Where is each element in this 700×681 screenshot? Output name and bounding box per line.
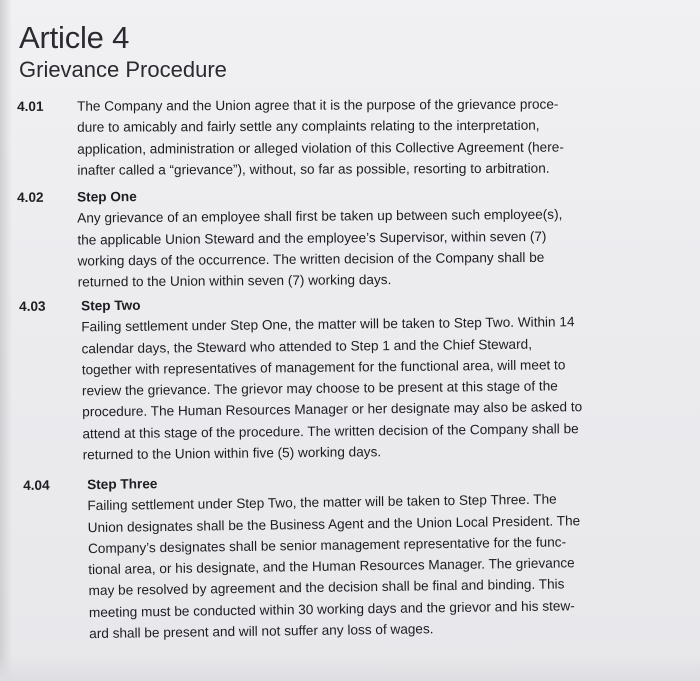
section-line: Failing settlement under Step Two, the matter will be taken to Step Three. The xyxy=(87,491,557,514)
section-line: ard shall be present and will not suffer any loss of wages. xyxy=(89,621,434,642)
section-line: Failing settlement under Step One, the matter will be taken to Step Two. Within 14 xyxy=(81,314,575,335)
section-line: Union designates shall be the Business Agent and the Union Local President. The xyxy=(87,512,581,535)
section-line: attend at this stage of the procedure. The written decision of the Company shall be xyxy=(82,420,579,442)
section-line: returned to the Union within five (5) working days. xyxy=(82,444,382,463)
section-body xyxy=(77,93,657,181)
section-heading: Step One xyxy=(77,189,137,205)
section-line: may be resolved by agreement and the decision shall be final and binding. This xyxy=(88,576,565,599)
section-number: 4.03 xyxy=(19,298,46,314)
section-line: Company’s designates shall be senior management representative for the func- xyxy=(87,534,567,556)
section-line: the applicable Union Steward and the employee’s Supervisor, within seven (7) xyxy=(77,228,547,248)
section-heading: Step Two xyxy=(81,297,141,314)
section-line: procedure. The Human Resources Manager or her designate may also be asked to xyxy=(82,399,583,420)
section-line: returned to the Union within seven (7) working days. xyxy=(77,272,392,290)
page-bottom-shadow xyxy=(0,653,700,681)
section-line: review the grievance. The grievor may choose to be present at this stage of the xyxy=(81,378,558,399)
section-line: application, administration or alleged violation of this Collective Agreement (here- xyxy=(77,139,564,157)
section-line: calendar days, the Steward who attended to Step 1 and the Chief Steward, xyxy=(81,336,533,356)
section-line: meeting must be conducted within 30 working days and the grievor and his stew- xyxy=(88,598,575,620)
section-body xyxy=(87,466,669,644)
section-number: 4.04 xyxy=(23,477,50,493)
section-body xyxy=(77,182,658,293)
section-heading: Step Three xyxy=(87,476,158,493)
article-subtitle: Grievance Procedure xyxy=(19,57,227,82)
section-line: working days of the occurrence. The written decision of the Company shall be xyxy=(77,249,545,269)
section-number: 4.02 xyxy=(17,189,44,205)
section-line: tional area, or his designate, and the Human Resources Manager. The grievance xyxy=(88,555,575,578)
article-title: Article 4 xyxy=(19,20,130,55)
page-edge-shadow xyxy=(0,0,12,681)
section-body xyxy=(81,289,663,465)
section-line: inafter called a “grievance”), without, so far as possible, resorting to arbitration. xyxy=(77,160,550,178)
section-line: Any grievance of an employee shall first be taken up between such employee(s), xyxy=(77,207,563,226)
section-line: dure to amicably and fairly settle any complaints relating to the interpretation, xyxy=(77,118,540,136)
section-number: 4.01 xyxy=(17,98,44,114)
section-line: The Company and the Union agree that it is the purpose of the grievance proce- xyxy=(77,96,559,114)
section-line: together with representatives of management for the functional area, will meet to xyxy=(81,357,566,378)
